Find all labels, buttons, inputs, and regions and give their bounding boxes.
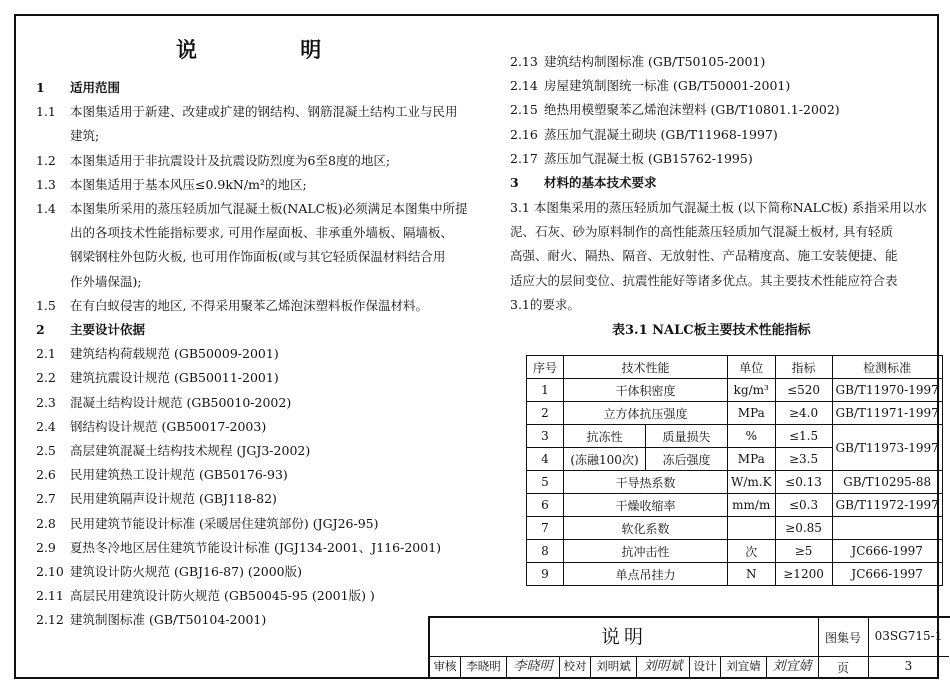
clause-line (510, 151, 753, 167)
table-row (527, 494, 943, 517)
clause-line (36, 370, 279, 386)
header-cell: 指标 (775, 356, 832, 379)
cell-val: ≥5 (775, 540, 832, 563)
page-number: 3 (904, 659, 913, 673)
clause-number: 2.12 (36, 612, 64, 628)
clause-line (36, 467, 288, 483)
clause-line (36, 419, 266, 435)
clause-number: 1.5 (36, 297, 56, 313)
atlas-number: 03SG715-1 (874, 629, 943, 643)
cell-unit: % (728, 425, 776, 448)
clause-number: 2.15 (510, 102, 538, 118)
clause-text: 主要设计依据 (70, 322, 146, 337)
clause-text: 民用建筑节能设计标准 (采暖居住建筑部份) (JGJ26-95) (70, 515, 379, 531)
clause-line (510, 127, 778, 143)
title-block (428, 616, 950, 677)
cell-std: GB/T11971-1997 (832, 402, 942, 425)
spec-table (526, 355, 943, 586)
cell-val: ≤520 (775, 379, 832, 402)
cell-std: GB/T11972-1997 (832, 494, 942, 517)
cell-prop: 软化系数 (564, 517, 728, 540)
clause-line (36, 249, 445, 265)
paragraph-line: 3.1的要求。 (510, 296, 580, 312)
cell-prop: (冻融100次) (564, 448, 646, 471)
clause-text: 高层民用建筑设计防火规范 (GB50045-95 (2001版) ) (70, 588, 375, 604)
clause-text: 本图集适用于非抗震设计及抗震设防烈度为6至8度的地区; (70, 152, 391, 168)
clause-text: 建筑; (70, 128, 100, 144)
clause-text: 建筑结构制图标准 (GB/T50105-2001) (544, 54, 766, 69)
signature-row (430, 656, 818, 677)
cell-unit: MPa (728, 402, 776, 425)
section-heading (36, 322, 145, 338)
clause-line (36, 443, 310, 459)
clause-text: 在有白蚁侵害的地区, 不得采用聚苯乙烯泡沫塑料板作保温材料。 (70, 297, 428, 313)
clause-number: 2.16 (510, 126, 538, 142)
divider (818, 656, 949, 657)
clause-text: 本图集适用于新建、改建或扩建的钢结构、钢筋混凝土结构工业与民用 (70, 104, 458, 120)
section-heading (36, 80, 120, 96)
clause-text: 建筑设计防火规范 (GBJ16-87) (2000版) (70, 564, 302, 579)
clause-line (36, 128, 99, 144)
clause-number: 1.3 (36, 176, 56, 192)
clause-line (36, 298, 428, 314)
clause-line (36, 201, 468, 217)
clause-number: 2 (36, 322, 45, 337)
header-cell: 检测标准 (832, 356, 942, 379)
clause-text: 适用范围 (70, 80, 121, 95)
cell-prop: 抗冲击性 (564, 540, 728, 563)
reviewer-name: 李晓明 (461, 656, 507, 677)
cell-prop: 抗冻性 (564, 425, 646, 448)
clause-text: 民用建筑隔声设计规范 (GBJ118-82) (70, 491, 277, 507)
cell-no: 8 (527, 540, 564, 563)
clause-text: 钢结构设计规范 (GB50017-2003) (70, 418, 267, 434)
clause-text: 本图集适用于基本风压≤0.9kN/m²的地区; (70, 176, 307, 192)
clause-number: 2.8 (36, 515, 56, 531)
cell-no: 9 (527, 563, 564, 586)
clause-text: 建筑抗震设计规范 (GB50011-2001) (70, 370, 279, 386)
cell-unit: mm/m (728, 494, 776, 517)
cell-no: 5 (527, 471, 564, 494)
cell-prop: 干导热系数 (564, 471, 728, 494)
table-row (527, 517, 943, 540)
clause-number: 2.6 (36, 467, 56, 483)
checker-signature: 刘明斌 (637, 656, 690, 677)
cell-no: 6 (527, 494, 564, 517)
title-block-title: 说明 (600, 626, 647, 648)
cell-unit: W/m.K (728, 471, 776, 494)
clause-line (510, 54, 765, 70)
cell-val: ≥0.85 (775, 517, 832, 540)
check-label: 校对 (560, 656, 591, 677)
table-row (527, 471, 943, 494)
clause-line (510, 78, 790, 94)
cell-std: GB/T11973-1997 (832, 425, 942, 471)
page-title: 说 明 (176, 37, 370, 62)
clause-line (36, 274, 142, 290)
cell-prop: 干燥收缩率 (564, 494, 728, 517)
clause-text: 蒸压加气混凝土砌块 (GB/T11968-1997) (544, 126, 778, 142)
clause-number: 2.13 (510, 54, 538, 69)
paragraph-line: 3.1 本图集采用的蒸压轻质加气混凝土板 (以下简称NALC板) 系指采用以水 (510, 200, 927, 215)
clause-text: 作外墙保温); (70, 273, 142, 289)
table-caption: 表3.1 NALC板主要技术性能指标 (612, 323, 811, 338)
clause-text: 夏热冬冷地区居住建筑节能设计标准 (JGJ134-2001、J116-2001) (70, 539, 442, 555)
cell-no: 1 (527, 379, 564, 402)
paragraph-line: 高强、耐火、隔热、隔音、无放射性、产品精度高、施工安装便捷、能 (510, 248, 898, 264)
header-cell: 序号 (527, 356, 564, 379)
clause-number: 2.17 (510, 150, 538, 166)
header-cell: 技术性能 (564, 356, 728, 379)
design-label: 设计 (690, 656, 721, 677)
page-label: 页 (836, 661, 849, 675)
paragraph-line: 适应大的层间变位、抗震性能好等诸多优点。其主要技术性能应符合表 (510, 272, 898, 288)
cell-prop-sub: 冻后强度 (646, 448, 728, 471)
cell-unit: N (728, 563, 776, 586)
table-row (527, 402, 943, 425)
checker-name: 刘明斌 (591, 656, 637, 677)
clause-line (36, 612, 266, 628)
clause-number: 1.1 (36, 104, 56, 120)
cell-no: 2 (527, 402, 564, 425)
clause-number: 1.2 (36, 152, 56, 168)
cell-std: GB/T11970-1997 (832, 379, 942, 402)
clause-text: 混凝土结构设计规范 (GB50010-2002) (70, 394, 292, 410)
clause-line (36, 395, 291, 411)
table-header-row (527, 356, 943, 379)
clause-number: 2.11 (36, 588, 64, 604)
cell-prop-sub: 质量损失 (646, 425, 728, 448)
clause-line (36, 564, 302, 580)
atlas-label: 图集号 (824, 631, 861, 645)
cell-val: ≥4.0 (775, 402, 832, 425)
clause-line (36, 588, 375, 604)
reviewer-signature: 李晓明 (507, 656, 560, 677)
clause-number: 2.2 (36, 370, 56, 386)
cell-unit (728, 517, 776, 540)
table-row (527, 425, 943, 448)
designer-signature: 刘宜婧 (772, 659, 812, 674)
cell-val: ≥1200 (775, 563, 832, 586)
clause-line (36, 104, 458, 120)
cell-no: 7 (527, 517, 564, 540)
clause-number: 2.10 (36, 564, 64, 579)
header-cell: 单位 (728, 356, 776, 379)
clause-number: 2.14 (510, 78, 538, 94)
cell-unit: 次 (728, 540, 776, 563)
clause-line (36, 516, 379, 532)
clause-text: 民用建筑热工设计规范 (GB50176-93) (70, 467, 288, 483)
clause-number: 1 (36, 80, 45, 95)
cell-val: ≤0.13 (775, 471, 832, 494)
cell-prop: 单点吊挂力 (564, 563, 728, 586)
clause-line (36, 153, 390, 169)
paragraph-line: 泥、石灰、砂为原料制作的高性能蒸压轻质加气混凝土板材, 具有轻质 (510, 224, 893, 240)
designer-name: 刘宜婧 (721, 656, 767, 677)
cell-unit: kg/m³ (728, 379, 776, 402)
clause-text: 材料的基本技术要求 (544, 175, 657, 190)
clause-text: 出的各项技术性能指标要求, 可用作屋面板、非承重外墙板、隔墙板、 (70, 225, 453, 241)
clause-line (36, 225, 453, 241)
clause-number: 2.9 (36, 539, 56, 555)
clause-text: 钢梁钢柱外包防火板, 也可用作饰面板(或与其它轻质保温材料结合用 (70, 249, 446, 265)
cell-no: 4 (527, 448, 564, 471)
clause-number: 2.1 (36, 346, 56, 362)
clause-line (510, 102, 840, 118)
table-row (527, 379, 943, 402)
clause-text: 绝热用模塑聚苯乙烯泡沫塑料 (GB/T10801.1-2002) (544, 102, 840, 118)
clause-text: 建筑结构荷载规范 (GB50009-2001) (70, 346, 279, 362)
clause-number: 2.3 (36, 394, 56, 410)
cell-prop: 立方体抗压强度 (564, 402, 728, 425)
clause-text: 房屋建筑制图统一标准 (GB/T50001-2001) (544, 78, 791, 94)
clause-text: 建筑制图标准 (GB/T50104-2001) (70, 612, 267, 628)
review-label: 审核 (430, 656, 461, 677)
clause-line (36, 346, 279, 362)
cell-std (832, 517, 942, 540)
clause-text: 高层建筑混凝土结构技术规程 (JGJ3-2002) (70, 443, 311, 458)
clause-number: 2.4 (36, 418, 56, 434)
clause-line (36, 540, 441, 556)
clause-text: 蒸压加气混凝土板 (GB15762-1995) (544, 150, 753, 166)
clause-number: 2.7 (36, 491, 56, 507)
clause-number: 1.4 (36, 201, 56, 216)
cell-no: 3 (527, 425, 564, 448)
clause-text: 本图集所采用的蒸压轻质加气混凝土板(NALC板)必须满足本图集中所提 (70, 201, 468, 216)
section-heading (510, 175, 657, 191)
cell-std: JC666-1997 (832, 563, 942, 586)
table-row (527, 563, 943, 586)
cell-std: GB/T10295-88 (832, 471, 942, 494)
table-row (527, 540, 943, 563)
cell-std: JC666-1997 (832, 540, 942, 563)
clause-number: 2.5 (36, 443, 56, 458)
cell-val: ≥3.5 (775, 448, 832, 471)
cell-val: ≤1.5 (775, 425, 832, 448)
clause-line (36, 491, 277, 507)
clause-number: 3 (510, 175, 519, 190)
clause-line (36, 177, 307, 193)
cell-unit: MPa (728, 448, 776, 471)
cell-prop: 干体积密度 (564, 379, 728, 402)
cell-val: ≤0.3 (775, 494, 832, 517)
